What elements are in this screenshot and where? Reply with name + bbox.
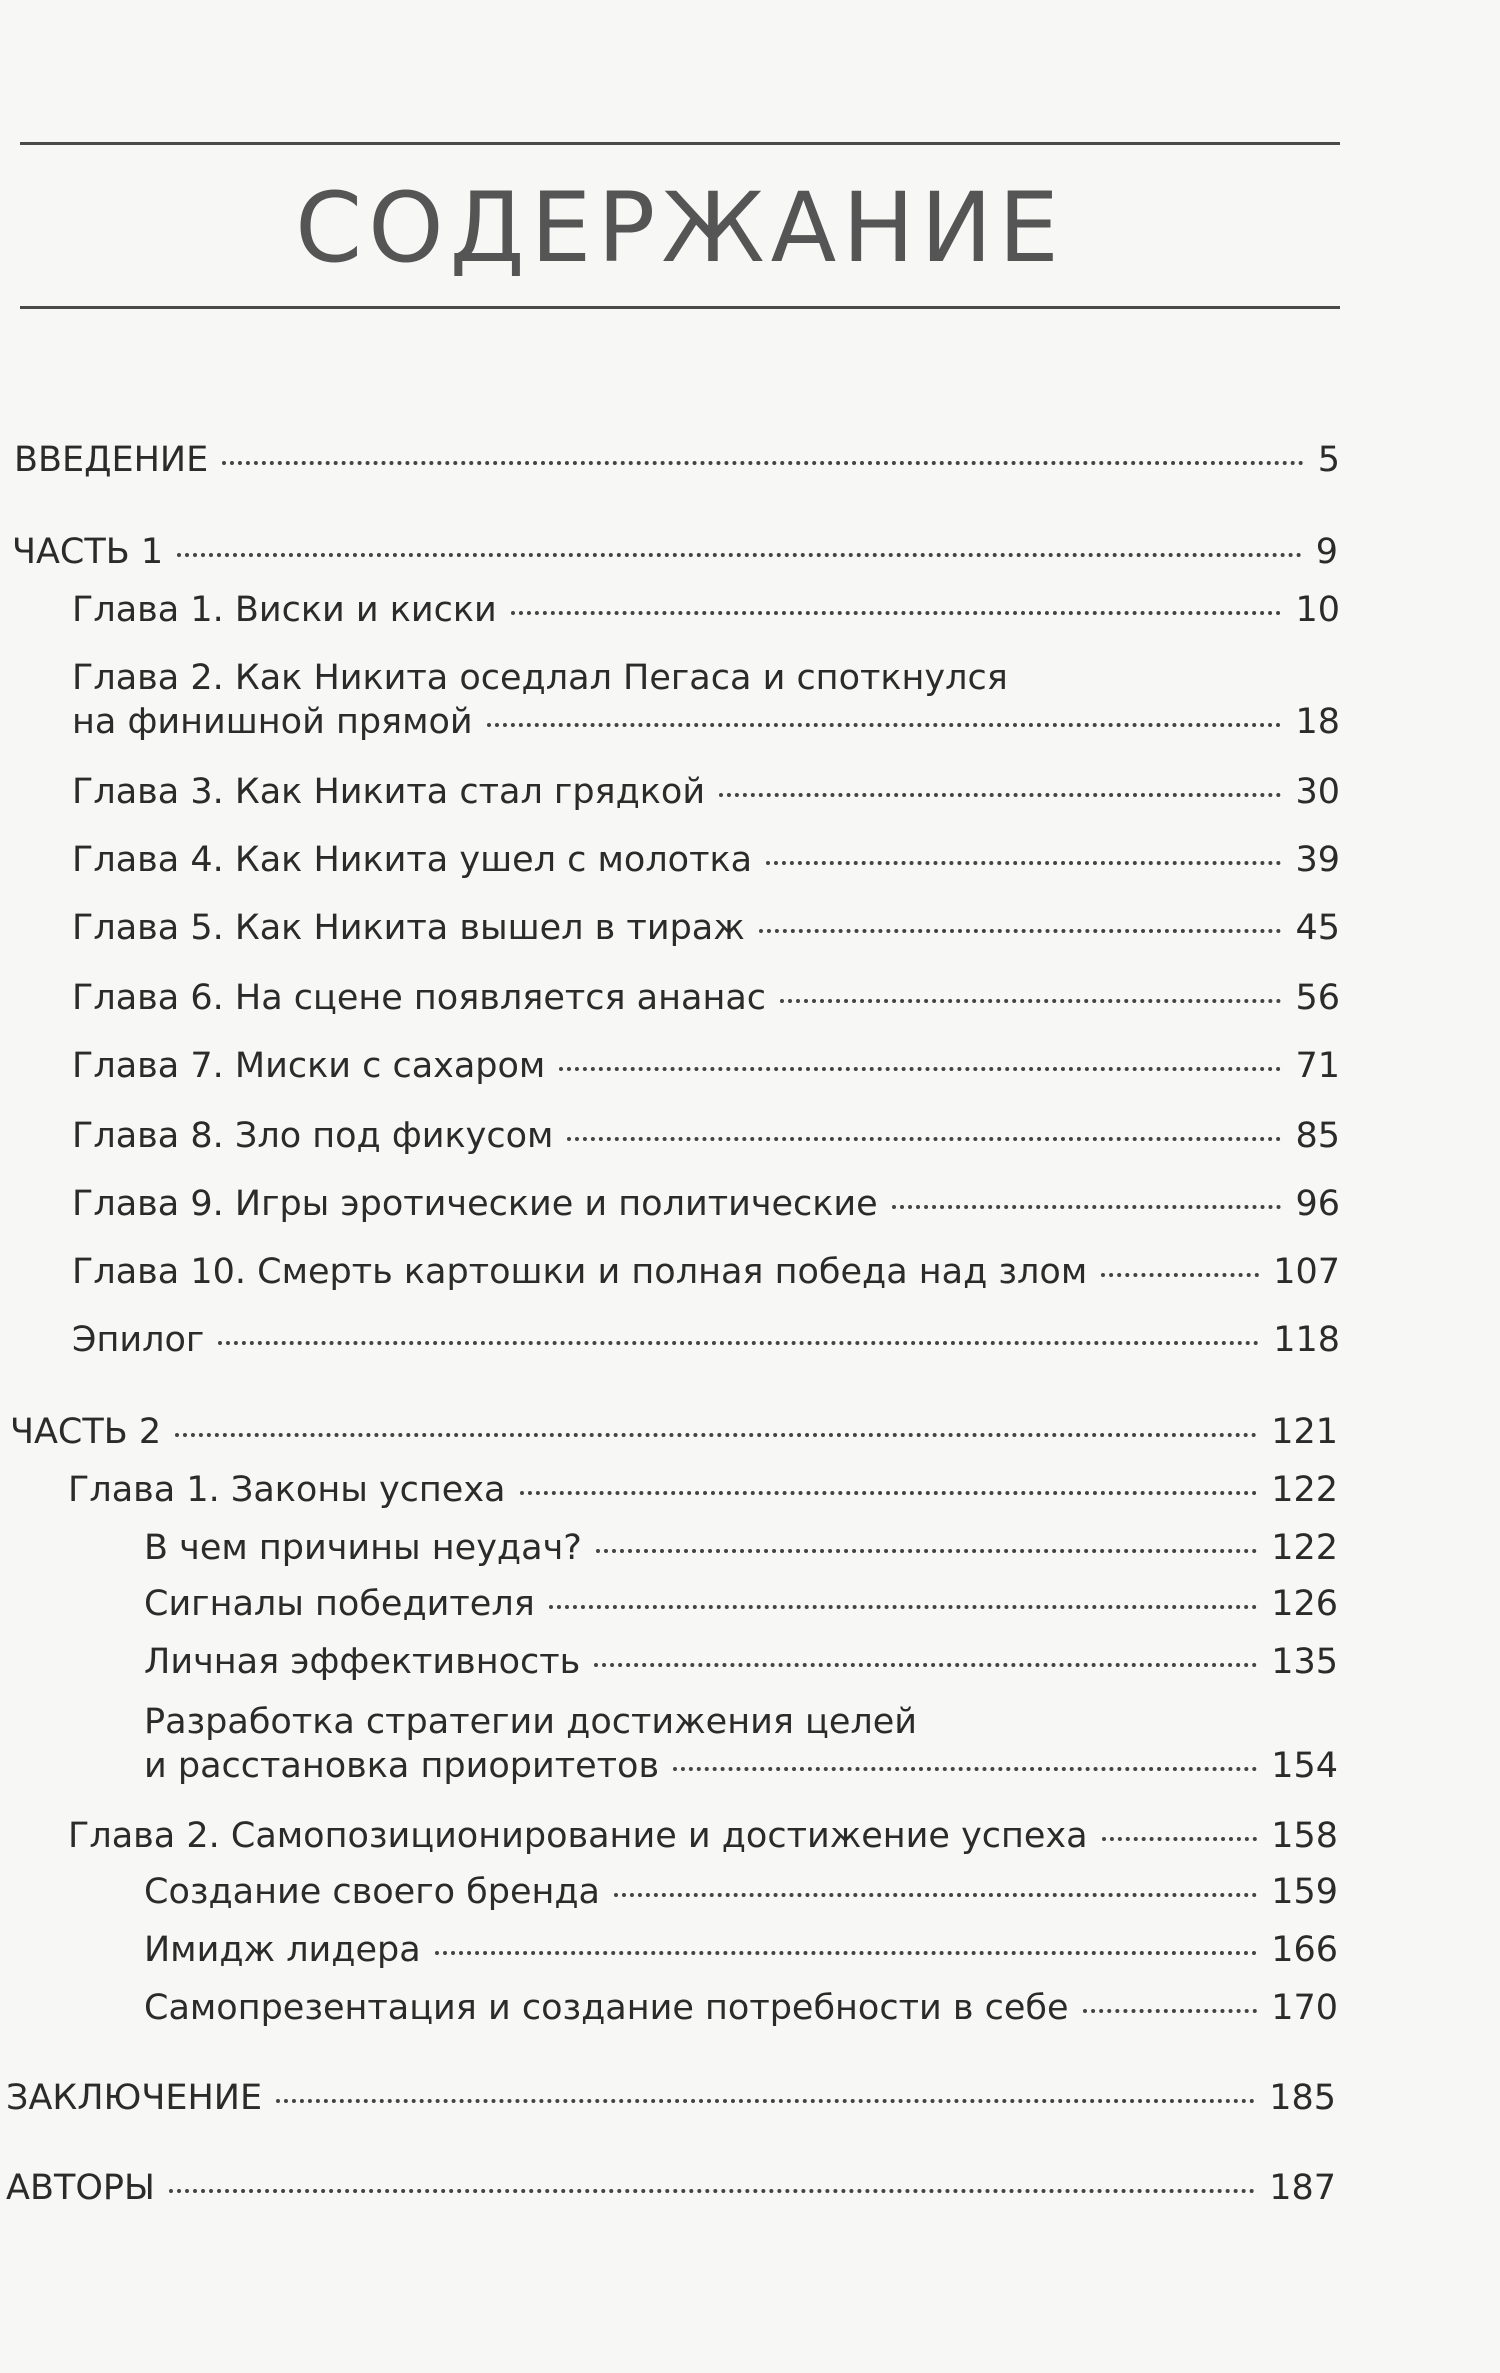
- toc-entry-title: Имидж лидера: [144, 1930, 421, 1970]
- toc-entry-title: Глава 4. Как Никита ушел с молотка: [72, 840, 753, 880]
- toc-entry-part1-chapter-2[interactable]: [72, 656, 1340, 744]
- toc-entry-section-strategy[interactable]: [144, 1700, 1338, 1788]
- toc-entry-page: 154: [1271, 1746, 1338, 1786]
- toc-entry-page: 56: [1295, 978, 1340, 1018]
- toc-entry-title: ЧАСТЬ 2: [10, 1412, 162, 1452]
- toc-entry-title-line-1: Глава 2. Как Никита оседлал Пегаса и споткнулся: [72, 658, 1008, 698]
- toc-entry-title: Создание своего бренда: [144, 1872, 601, 1912]
- toc-entry-epilogue[interactable]: [72, 1318, 1340, 1362]
- toc-entry-title: Эпилог: [72, 1320, 205, 1360]
- toc-entry-title: Самопрезентация и создание потребности в себе: [144, 1988, 1069, 2028]
- dot-leader: [511, 611, 1282, 615]
- dot-leader: [780, 999, 1281, 1003]
- toc-entry-page: 85: [1295, 1116, 1340, 1156]
- toc-entry-title: Глава 7. Миски с сахаром: [72, 1046, 546, 1086]
- toc-entry-title: Глава 10. Смерть картошки и полная победа над злом: [72, 1252, 1088, 1292]
- toc-entry-page: 159: [1271, 1872, 1338, 1912]
- toc-entry-part1-chapter-6[interactable]: [72, 976, 1340, 1020]
- toc-entry-section-leader-image[interactable]: [144, 1928, 1338, 1972]
- dot-leader: [435, 1951, 1257, 1955]
- toc-entry-title: Сигналы победителя: [144, 1584, 535, 1624]
- toc-entry-section-winner-signals[interactable]: [144, 1582, 1338, 1626]
- toc-entry-title: Глава 6. На сцене появляется ананас: [72, 978, 767, 1018]
- toc-entry-page: 121: [1271, 1412, 1338, 1452]
- toc-entry-page: 126: [1271, 1584, 1338, 1624]
- toc-entry-title: ЧАСТЬ 1: [12, 532, 164, 572]
- dot-leader: [596, 1549, 1257, 1553]
- toc-entry-title-line-1: Разработка стратегии достижения целей: [144, 1702, 918, 1742]
- dot-leader: [567, 1137, 1281, 1141]
- toc-entry-conclusion[interactable]: [6, 2076, 1336, 2120]
- toc-entry-title: Глава 1. Виски и киски: [72, 590, 497, 630]
- dot-leader: [719, 793, 1281, 797]
- toc-entry-page: 10: [1295, 590, 1340, 630]
- dot-leader: [614, 1893, 1257, 1897]
- toc-entry-page: 122: [1271, 1470, 1338, 1510]
- dot-leader: [520, 1491, 1258, 1495]
- toc-entry-part1-chapter-3[interactable]: [72, 770, 1340, 814]
- toc-entry-introduction[interactable]: [14, 438, 1340, 482]
- toc-entry-title: Глава 3. Как Никита стал грядкой: [72, 772, 706, 812]
- toc-entry-title: Глава 8. Зло под фикусом: [72, 1116, 554, 1156]
- toc-entry-section-brand[interactable]: [144, 1870, 1338, 1914]
- toc-entry-title: и расстановка приоритетов: [144, 1746, 660, 1786]
- toc-entry-title: на финишной прямой: [72, 702, 473, 742]
- toc-entry-part1-chapter-8[interactable]: [72, 1114, 1340, 1158]
- dot-leader: [175, 1433, 1257, 1437]
- toc-entry-title: ВВЕДЕНИЕ: [14, 440, 209, 480]
- toc-entry-page: 158: [1271, 1816, 1338, 1856]
- toc-entry-title: АВТОРЫ: [6, 2168, 155, 2208]
- toc-entry-part-1[interactable]: [12, 530, 1338, 574]
- dot-leader: [1101, 1273, 1259, 1277]
- dot-leader: [276, 2099, 1255, 2103]
- dot-leader: [177, 553, 1302, 557]
- toc-entry-page: 187: [1269, 2168, 1336, 2208]
- toc-entry-part2-chapter-2[interactable]: [68, 1814, 1338, 1858]
- toc-entry-page: 170: [1271, 1988, 1338, 2028]
- toc-entry-page: 39: [1295, 840, 1340, 880]
- toc-entry-page: 96: [1295, 1184, 1340, 1224]
- toc-entry-section-self-presentation[interactable]: [144, 1986, 1338, 2030]
- toc-entry-title: Глава 5. Как Никита вышел в тираж: [72, 908, 745, 948]
- toc-entry-section-failure-reasons[interactable]: [144, 1526, 1338, 1570]
- toc-entry-page: 18: [1295, 702, 1340, 742]
- dot-leader: [218, 1341, 1259, 1345]
- dot-leader: [1083, 2009, 1258, 2013]
- dot-leader: [673, 1767, 1257, 1771]
- toc-entry-part1-chapter-4[interactable]: [72, 838, 1340, 882]
- toc-entry-page: 135: [1271, 1642, 1338, 1682]
- toc-entry-title: В чем причины неудач?: [144, 1528, 582, 1568]
- dot-leader: [487, 723, 1282, 727]
- dot-leader: [594, 1663, 1257, 1667]
- toc-entry-authors[interactable]: [6, 2166, 1336, 2210]
- toc-entry-page: 166: [1271, 1930, 1338, 1970]
- toc-entry-title: Глава 1. Законы успеха: [68, 1470, 506, 1510]
- toc-entry-page: 122: [1271, 1528, 1338, 1568]
- dot-leader: [169, 2189, 1255, 2193]
- toc-entry-part1-chapter-7[interactable]: [72, 1044, 1340, 1088]
- toc-entry-part1-chapter-9[interactable]: [72, 1182, 1340, 1226]
- page-title: СОДЕРЖАНИЕ: [295, 172, 1065, 284]
- toc-entry-title: Глава 9. Игры эротические и политические: [72, 1184, 878, 1224]
- toc-entry-page: 30: [1295, 772, 1340, 812]
- dot-leader: [766, 861, 1281, 865]
- dot-leader: [549, 1605, 1257, 1609]
- toc-entry-page: 71: [1295, 1046, 1340, 1086]
- toc-entry-title: Личная эффективность: [144, 1642, 581, 1682]
- toc-entry-part1-chapter-5[interactable]: [72, 906, 1340, 950]
- toc-entry-section-personal-efficiency[interactable]: [144, 1640, 1338, 1684]
- dot-leader: [892, 1205, 1282, 1209]
- dot-leader: [759, 929, 1282, 933]
- toc-entry-title: ЗАКЛЮЧЕНИЕ: [6, 2078, 263, 2118]
- dot-leader: [1102, 1837, 1258, 1841]
- dot-leader: [559, 1067, 1281, 1071]
- toc-entry-part1-chapter-10[interactable]: [72, 1250, 1340, 1294]
- toc-entry-page: 9: [1315, 532, 1338, 572]
- toc-entry-page: 5: [1317, 440, 1340, 480]
- toc-entry-page: 185: [1269, 2078, 1336, 2118]
- toc-entry-page: 107: [1273, 1252, 1340, 1292]
- toc-entry-part1-chapter-1[interactable]: [72, 588, 1340, 632]
- toc-entry-part-2[interactable]: [10, 1410, 1338, 1454]
- toc-entry-page: 45: [1295, 908, 1340, 948]
- dot-leader: [222, 461, 1304, 465]
- toc-entry-page: 118: [1273, 1320, 1340, 1360]
- toc-entry-part2-chapter-1[interactable]: [68, 1468, 1338, 1512]
- toc-entry-title: Глава 2. Самопозиционирование и достижение успеха: [68, 1816, 1088, 1856]
